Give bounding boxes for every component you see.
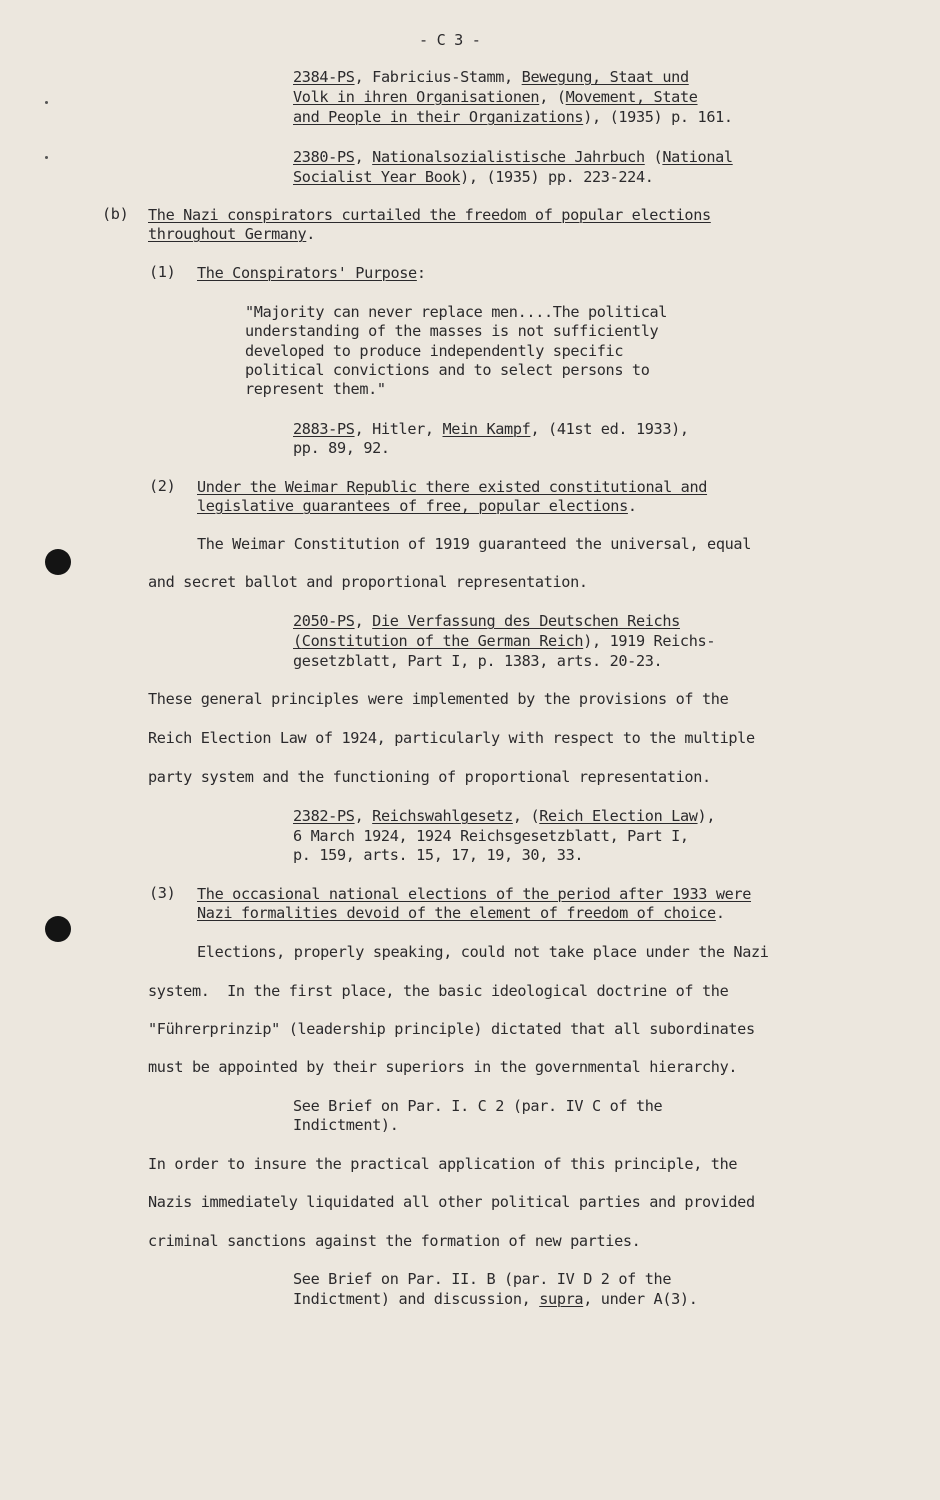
citation-translation: Socialist Year Book	[293, 168, 461, 186]
citation-2380-line-2	[293, 168, 654, 187]
sub-1-heading-line	[197, 264, 426, 283]
citation-2883-line-1	[293, 420, 689, 439]
paragraph-line: must be appointed by their superiors in the governmental hierarchy.	[148, 1058, 738, 1076]
paragraph-line: Nazis immediately liquidated all other political parties and provided	[148, 1193, 755, 1211]
reference-text: , under A(3).	[583, 1290, 698, 1308]
paragraph-line: criminal sanctions against the formation of new parties.	[148, 1232, 641, 1250]
sub-2-marker: (2)	[149, 477, 176, 495]
citation-text: (	[293, 632, 302, 650]
citation-2384-line-1	[293, 68, 689, 87]
punctuation: :	[416, 264, 426, 282]
paper-speck	[45, 156, 48, 159]
citation-text: , (	[539, 88, 566, 106]
citation-title: Volk in ihren Organisationen	[293, 88, 540, 106]
citation-translation: National	[662, 148, 733, 166]
citation-title: Mein Kampf	[442, 420, 531, 438]
reference-note: Indictment).	[293, 1116, 399, 1134]
doc-number: 2382-PS	[293, 807, 355, 825]
citation-text: ), (1935) p. 161.	[583, 108, 733, 126]
reference-note: See Brief on Par. I. C 2 (par. IV C of the	[293, 1097, 663, 1115]
paragraph-line: system. In the first place, the basic ideological doctrine of the	[148, 982, 729, 1000]
citation-2382-line-2: 6 March 1924, 1924 Reichsgesetzblatt, Part I,	[293, 827, 689, 845]
citation-text: ,	[354, 612, 373, 630]
section-b-heading-line-2	[148, 225, 315, 244]
doc-number: 2050-PS	[293, 612, 355, 630]
paragraph-line: party system and the functioning of proportional representation.	[148, 768, 711, 786]
citation-2050-line-1	[293, 612, 680, 631]
citation-translation: and People in their Organizations	[293, 108, 584, 126]
paragraph-line: "Führerprinzip" (leadership principle) dictated that all subordinates	[148, 1020, 755, 1038]
paragraph-line: and secret ballot and proportional representation.	[148, 573, 588, 591]
sub-2-heading-line-2	[197, 497, 637, 516]
punctuation: .	[715, 904, 725, 922]
doc-number: 2883-PS	[293, 420, 355, 438]
citation-2384-line-3	[293, 108, 733, 127]
sub-2-heading: legislative guarantees of free, popular elections	[197, 497, 628, 515]
citation-text: , Hitler,	[354, 420, 443, 438]
citation-2380-line-1	[293, 148, 733, 167]
citation-author: , Fabricius-Stamm,	[354, 68, 522, 86]
citation-2883-line-2: pp. 89, 92.	[293, 439, 390, 457]
citation-2050-line-3: gesetzblatt, Part I, p. 1383, arts. 20-23.	[293, 652, 663, 670]
reference-note: See Brief on Par. II. B (par. IV D 2 of the	[293, 1270, 672, 1288]
citation-text: , (41st ed. 1933),	[530, 420, 689, 438]
citation-text: , (	[512, 807, 540, 825]
citation-2384-line-2	[293, 88, 698, 107]
quote-line: political convictions and to select persons to	[245, 361, 650, 379]
citation-translation: Constitution of the German Reich	[301, 632, 584, 650]
citation-text: ,	[354, 807, 373, 825]
citation-text: ), 1919 Reichs-	[583, 632, 716, 650]
citation-text: ),	[697, 807, 716, 825]
citation-title: Die Verfassung des Deutschen Reichs	[372, 612, 680, 630]
supra-word: supra	[539, 1290, 584, 1308]
sub-3-heading: The occasional national elections of the period after 1933 were	[197, 885, 752, 903]
citation-text: ,	[354, 148, 373, 166]
quote-line: understanding of the masses is not sufficiently	[245, 322, 659, 340]
quote-line: developed to produce independently specific	[245, 342, 624, 360]
citation-2382-line-3: p. 159, arts. 15, 17, 19, 30, 33.	[293, 846, 584, 864]
sub-2-heading: Under the Weimar Republic there existed constitutional and	[197, 478, 708, 496]
reference-text: Indictment) and discussion,	[293, 1290, 540, 1308]
citation-title: Reichswahlgesetz	[372, 807, 513, 825]
section-b-marker: (b)	[102, 205, 129, 223]
section-b-heading: The Nazi conspirators curtailed the freedom of popular elections	[148, 206, 711, 224]
citation-2050-line-2	[293, 632, 715, 651]
sub-3-heading-line-2	[197, 904, 725, 923]
sub-3-heading: Nazi formalities devoid of the element of freedom of choice	[197, 904, 716, 922]
paragraph-line: The Weimar Constitution of 1919 guaranteed the universal, equal	[197, 535, 752, 553]
punctuation: .	[627, 497, 637, 515]
citation-text: ), (1935) pp. 223-224.	[460, 168, 654, 186]
paragraph-line: These general principles were implemented by the provisions of the	[148, 690, 729, 708]
page-number: - C 3 -	[419, 31, 481, 49]
punch-hole-upper	[45, 549, 71, 575]
sub-1-marker: (1)	[149, 263, 176, 281]
paragraph-line: Reich Election Law of 1924, particularly with respect to the multiple	[148, 729, 755, 747]
punch-hole-lower	[45, 916, 71, 942]
quote-line: represent them."	[245, 380, 386, 398]
citation-text: (	[644, 148, 663, 166]
reference-note-line-2	[293, 1290, 698, 1309]
citation-translation: Movement, State	[565, 88, 698, 106]
citation-translation: Reich Election Law	[539, 807, 698, 825]
citation-2382-line-1	[293, 807, 715, 826]
paragraph-line: Elections, properly speaking, could not take place under the Nazi	[197, 943, 769, 961]
citation-title: Nationalsozialistische Jahrbuch	[372, 148, 645, 166]
section-b-heading: throughout Germany	[148, 225, 307, 243]
paragraph-line: In order to insure the practical application of this principle, the	[148, 1155, 738, 1173]
quote-line: "Majority can never replace men....The political	[245, 303, 668, 321]
paper-speck	[45, 101, 48, 104]
punctuation: .	[306, 225, 316, 243]
doc-number: 2380-PS	[293, 148, 355, 166]
doc-number: 2384-PS	[293, 68, 355, 86]
sub-1-heading: The Conspirators' Purpose	[197, 264, 417, 282]
sub-3-marker: (3)	[149, 884, 176, 902]
citation-title: Bewegung, Staat und	[521, 68, 689, 86]
